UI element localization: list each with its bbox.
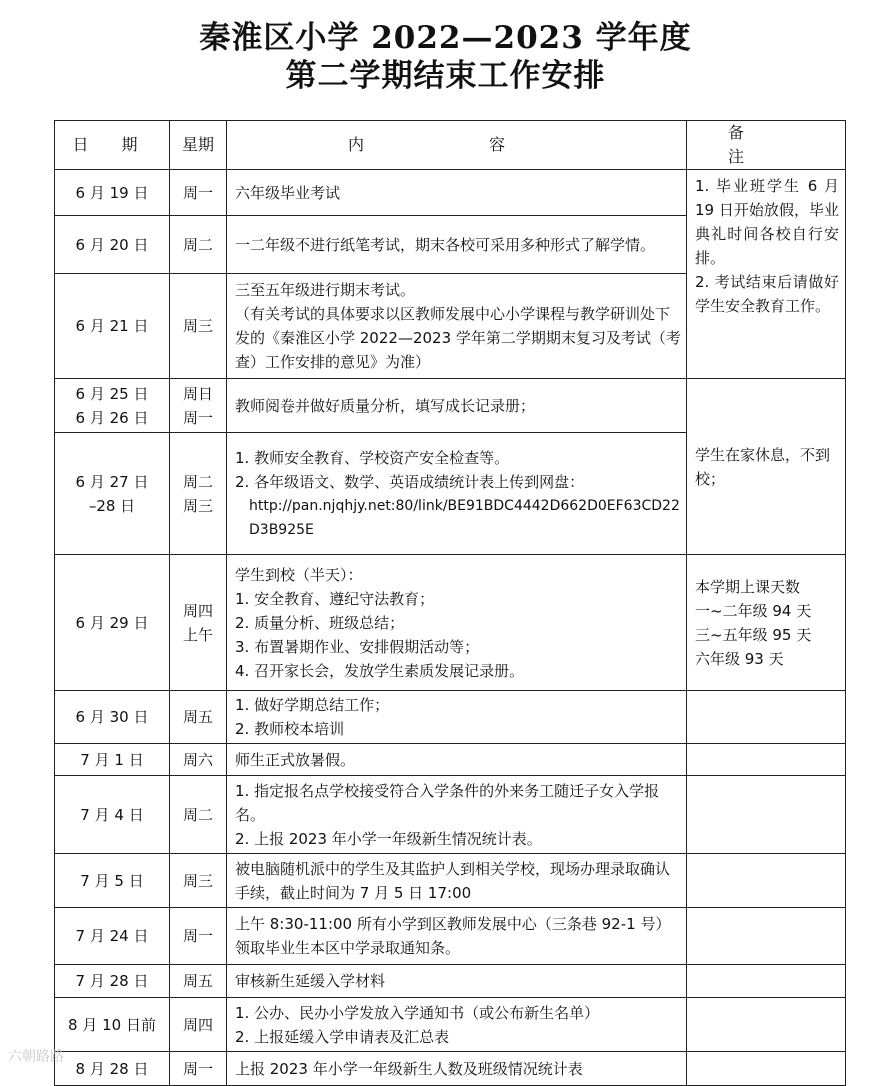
- row-day: 周四: [170, 998, 227, 1052]
- note-cell-empty: [687, 1052, 846, 1086]
- note-cell-empty: [687, 854, 846, 908]
- row-content: [227, 908, 687, 965]
- content-line: 一二年级不进行纸笔考试，期末各校可采用多种形式了解学情。: [235, 235, 656, 254]
- row-content: [227, 170, 687, 216]
- row-date: 7 月 1 日: [55, 744, 170, 776]
- content-line: 1. 安全教育、遵纪守法教育；: [235, 589, 435, 608]
- note-cell-empty: [687, 776, 846, 854]
- content-line: 1. 指定报名点学校接受符合入学条件的外来务工随迁子女入学报名。: [235, 781, 660, 824]
- row-day: 周一: [170, 1052, 227, 1086]
- content-line: 六年级毕业考试: [235, 183, 341, 202]
- row-date: 7 月 5 日: [55, 854, 170, 908]
- date-line: 6 月 25 日: [75, 384, 149, 403]
- row-day: 周二: [170, 776, 227, 854]
- header-content: 内 容: [227, 121, 687, 170]
- watermark: 六朝路路: [8, 1049, 64, 1065]
- table-row: [55, 908, 846, 965]
- day-line: 周一: [182, 408, 213, 427]
- row-content: [227, 965, 687, 998]
- content-line: 2. 上报 2023 年小学一年级新生情况统计表。: [235, 829, 542, 848]
- day-line: 周三: [182, 496, 213, 515]
- schedule-table: [54, 120, 846, 1086]
- note-cell-empty: [687, 744, 846, 776]
- note-line: 学生在家休息，不到校；: [695, 445, 831, 488]
- note-line: 三~五年级 95 天: [695, 625, 812, 644]
- day-line: 周日: [182, 384, 213, 403]
- row-day: 周一: [170, 170, 227, 216]
- row-content: [227, 691, 687, 744]
- content-line: 上报 2023 年小学一年级新生人数及班级情况统计表: [235, 1059, 583, 1078]
- content-line: 学生到校（半天）：: [235, 565, 363, 584]
- table-row: [55, 854, 846, 908]
- row-day: 周六: [170, 744, 227, 776]
- content-line: 1. 教师安全教育、学校资产安全检查等。: [235, 448, 510, 467]
- note-cell-empty: [687, 998, 846, 1052]
- row-date: 6 月 20 日: [55, 216, 170, 274]
- row-date: 6 月 30 日: [55, 691, 170, 744]
- row-content: [227, 216, 687, 274]
- row-date: 6 月 21 日: [55, 274, 170, 379]
- title-line-2: 第二学期结束工作安排: [285, 58, 606, 94]
- day-line: 周二: [182, 472, 213, 491]
- content-line: 1. 公办、民办小学发放入学通知书（或公布新生名单）: [235, 1003, 600, 1022]
- row-day: [170, 379, 227, 433]
- day-line: 周四: [182, 601, 213, 620]
- table-row: [55, 776, 846, 854]
- content-line: 师生正式放暑假。: [235, 750, 356, 769]
- note-cell-empty: [687, 965, 846, 998]
- row-content: [227, 274, 687, 379]
- content-line: 4. 召开家长会，发放学生素质发展记录册。: [235, 661, 525, 680]
- content-line: 2. 教师校本培训: [235, 720, 345, 738]
- row-date: 7 月 24 日: [55, 908, 170, 965]
- date-line: 6 月 27 日: [75, 472, 149, 491]
- day-line: 上午: [182, 625, 213, 644]
- content-line: 审核新生延缓入学材料: [235, 972, 386, 990]
- table-row: [55, 998, 846, 1052]
- row-date: 7 月 4 日: [55, 776, 170, 854]
- content-line: 三至五年级进行期末考试。: [235, 281, 416, 299]
- table-row: [55, 379, 846, 433]
- content-line: 2. 质量分析、班级总结；: [235, 613, 405, 632]
- row-content: [227, 1052, 687, 1086]
- row-content: [227, 555, 687, 691]
- row-day: [170, 555, 227, 691]
- row-date: 8 月 10 日前: [55, 998, 170, 1052]
- row-date: 6 月 19 日: [55, 170, 170, 216]
- header-note: 备 注: [687, 121, 846, 170]
- note-line: 2. 考试结束后请做好学生安全教育工作。: [695, 273, 839, 315]
- content-line: 教师阅卷并做好质量分析，填写成长记录册；: [235, 396, 536, 415]
- row-date: 7 月 28 日: [55, 965, 170, 998]
- row-day: 周三: [170, 274, 227, 379]
- date-line: –28 日: [88, 496, 136, 515]
- row-day: 周五: [170, 965, 227, 998]
- content-line: 2. 上报延缓入学申请表及汇总表: [235, 1027, 450, 1046]
- header-row: [55, 121, 846, 170]
- row-day: [170, 433, 227, 555]
- row-content: [227, 854, 687, 908]
- row-content: [227, 998, 687, 1052]
- row-date: 6 月 29 日: [55, 555, 170, 691]
- row-date: 8 月 28 日: [55, 1052, 170, 1086]
- table-row: [55, 555, 846, 691]
- content-line: 上午 8:30-11:00 所有小学到区教师发展中心（三条巷 92-1 号）领取毕业生本区中学录取通知条。: [235, 915, 671, 957]
- content-line: 2. 各年级语文、数学、英语成绩统计表上传到网盘：: [235, 472, 585, 491]
- content-line: 被电脑随机派中的学生及其监护人到相关学校，现场办理录取确认手续，截止时间为 7 月 5 日 17:00: [235, 859, 671, 902]
- header-date: 日 期: [55, 121, 170, 170]
- title-line-1: 秦淮区小学 2022—2023 学年度: [199, 20, 692, 56]
- table-row: [55, 170, 846, 216]
- row-day: 周二: [170, 216, 227, 274]
- row-date: [55, 379, 170, 433]
- row-content: [227, 433, 687, 555]
- note-cell-3: [687, 555, 846, 691]
- table-row: [55, 691, 846, 744]
- content-line: （有关考试的具体要求以区教师发展中心小学课程与教学研训处下发的《秦淮区小学 2022—2023 学年第二学期期末复习及考试（考查）工作安排的意见》为准）: [235, 305, 681, 371]
- table-row: [55, 744, 846, 776]
- note-line: 一~二年级 94 天: [695, 601, 812, 620]
- row-day: 周五: [170, 691, 227, 744]
- row-content: [227, 776, 687, 854]
- netdisk-link[interactable]: http://pan.njqhjy.net:80/link/BE91BDC4442D662D0EF63CD22D3B925E: [249, 497, 680, 538]
- note-line: 1. 毕业班学生 6 月 19 日开始放假，毕业典礼时间各校自行安排。: [695, 177, 839, 267]
- note-line: 本学期上课天数: [695, 577, 801, 596]
- note-line: 六年级 93 天: [695, 649, 784, 668]
- row-date: [55, 433, 170, 555]
- note-cell-1: [687, 170, 846, 379]
- note-cell-empty: [687, 691, 846, 744]
- note-cell-2: [687, 379, 846, 555]
- row-day: 周一: [170, 908, 227, 965]
- note-cell-empty: [687, 908, 846, 965]
- header-day: 星期: [170, 121, 227, 170]
- row-content: [227, 744, 687, 776]
- table-row: [55, 1052, 846, 1086]
- row-day: 周三: [170, 854, 227, 908]
- content-line: 3. 布置暑期作业、安排假期活动等；: [235, 637, 480, 656]
- content-line: 1. 做好学期总结工作；: [235, 696, 390, 714]
- row-content: [227, 379, 687, 433]
- table-row: [55, 965, 846, 998]
- date-line: 6 月 26 日: [75, 408, 149, 427]
